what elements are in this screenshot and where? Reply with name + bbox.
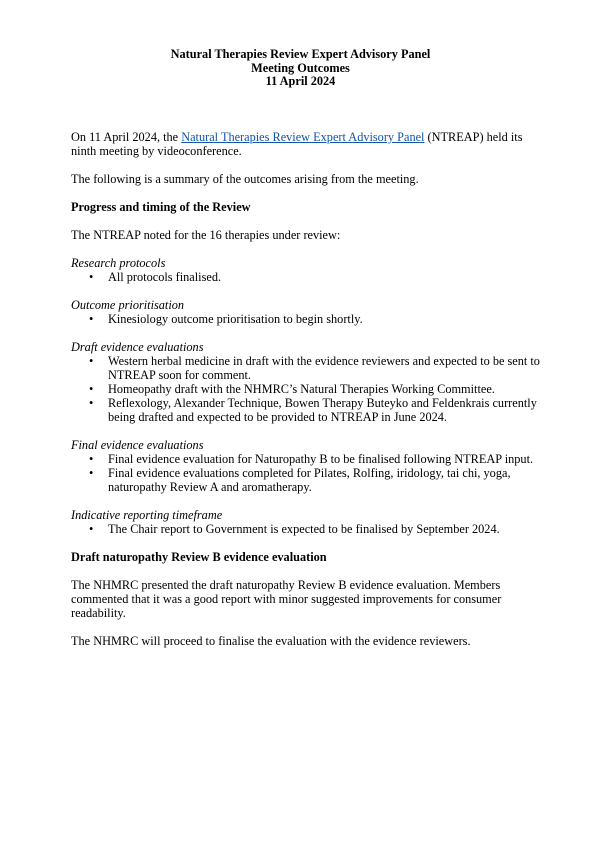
list-item-text: The Chair report to Government is expected to be finalised by September 2024.: [108, 522, 500, 536]
outcome-list: [71, 452, 541, 494]
outcome-group: [71, 298, 541, 326]
group-subheading: Final evidence evaluations: [71, 438, 204, 452]
outcome-list: [71, 522, 541, 536]
list-item: [71, 312, 541, 326]
outcome-group: [71, 340, 541, 424]
document-title: Natural Therapies Review Expert Advisory Panel: [170, 47, 431, 61]
outcome-group: [71, 256, 541, 284]
document-title-block: [0, 48, 601, 89]
bullet-icon: •: [89, 466, 94, 480]
outcome-group: [71, 508, 541, 536]
list-item: [71, 396, 541, 424]
document-body: [71, 130, 541, 662]
list-item-text: All protocols finalised.: [108, 270, 222, 284]
summary-paragraph: The following is a summary of the outcomes arising from the meeting.: [71, 172, 419, 186]
outcome-list: [71, 354, 541, 424]
intro-paragraph: [71, 130, 541, 158]
bullet-icon: •: [89, 354, 94, 368]
document-date: 11 April 2024: [265, 74, 336, 88]
list-item: [71, 466, 541, 494]
bullet-icon: •: [89, 312, 94, 326]
document-subtitle: Meeting Outcomes: [251, 60, 350, 75]
bullet-icon: •: [89, 396, 94, 410]
list-item-text: Kinesiology outcome prioritisation to begin shortly.: [108, 312, 363, 326]
bullet-icon: •: [89, 452, 94, 466]
list-item: [71, 522, 541, 536]
bullet-icon: •: [89, 522, 94, 536]
list-item-text: Western herbal medicine in draft with the evidence reviewers and expected to be sent to NTREAP soon for comment.: [108, 354, 540, 382]
intro-prefix: On 11 April 2024, the: [71, 130, 182, 144]
ntreap-link[interactable]: Natural Therapies Review Expert Advisory Panel: [181, 130, 425, 144]
outcome-list: [71, 312, 541, 326]
list-item-text: Final evidence evaluations completed for Pilates, Rolfing, iridology, tai chi, yoga, naturopathy Review A and aromatherapy.: [108, 466, 511, 494]
list-item-text: Final evidence evaluation for Naturopathy B to be finalised following NTREAP input.: [108, 452, 534, 466]
list-item-text: Homeopathy draft with the NHMRC’s Natural Therapies Working Committee.: [108, 382, 495, 396]
outcome-group: [71, 438, 541, 494]
naturopathy-heading: Draft naturopathy Review B evidence evaluation: [71, 550, 327, 564]
list-item: [71, 270, 541, 284]
outcome-list: [71, 270, 541, 284]
naturopathy-paragraph-1: The NHMRC presented the draft naturopathy Review B evidence evaluation. Members commented that it was a good report with minor suggested improvements for consumer readability.: [71, 578, 502, 620]
group-subheading: Research protocols: [71, 256, 166, 270]
bullet-icon: •: [89, 382, 94, 396]
list-item: [71, 452, 541, 466]
bullet-icon: •: [89, 270, 94, 284]
group-subheading: Outcome prioritisation: [71, 298, 185, 312]
list-item: [71, 354, 541, 382]
group-subheading: Draft evidence evaluations: [71, 340, 204, 354]
intro-suffix: (NTREAP) held its ninth meeting by videoconference.: [71, 130, 523, 158]
list-item: [71, 382, 541, 396]
progress-heading: Progress and timing of the Review: [71, 200, 251, 214]
list-item-text: Reflexology, Alexander Technique, Bowen Therapy Buteyko and Feldenkrais currently being drafted and expected to be provided to NTREAP in June 2024.: [108, 396, 537, 424]
progress-lead: The NTREAP noted for the 16 therapies under review:: [71, 228, 341, 242]
group-subheading: Indicative reporting timeframe: [71, 508, 223, 522]
naturopathy-paragraph-2: The NHMRC will proceed to finalise the evaluation with the evidence reviewers.: [71, 634, 471, 648]
